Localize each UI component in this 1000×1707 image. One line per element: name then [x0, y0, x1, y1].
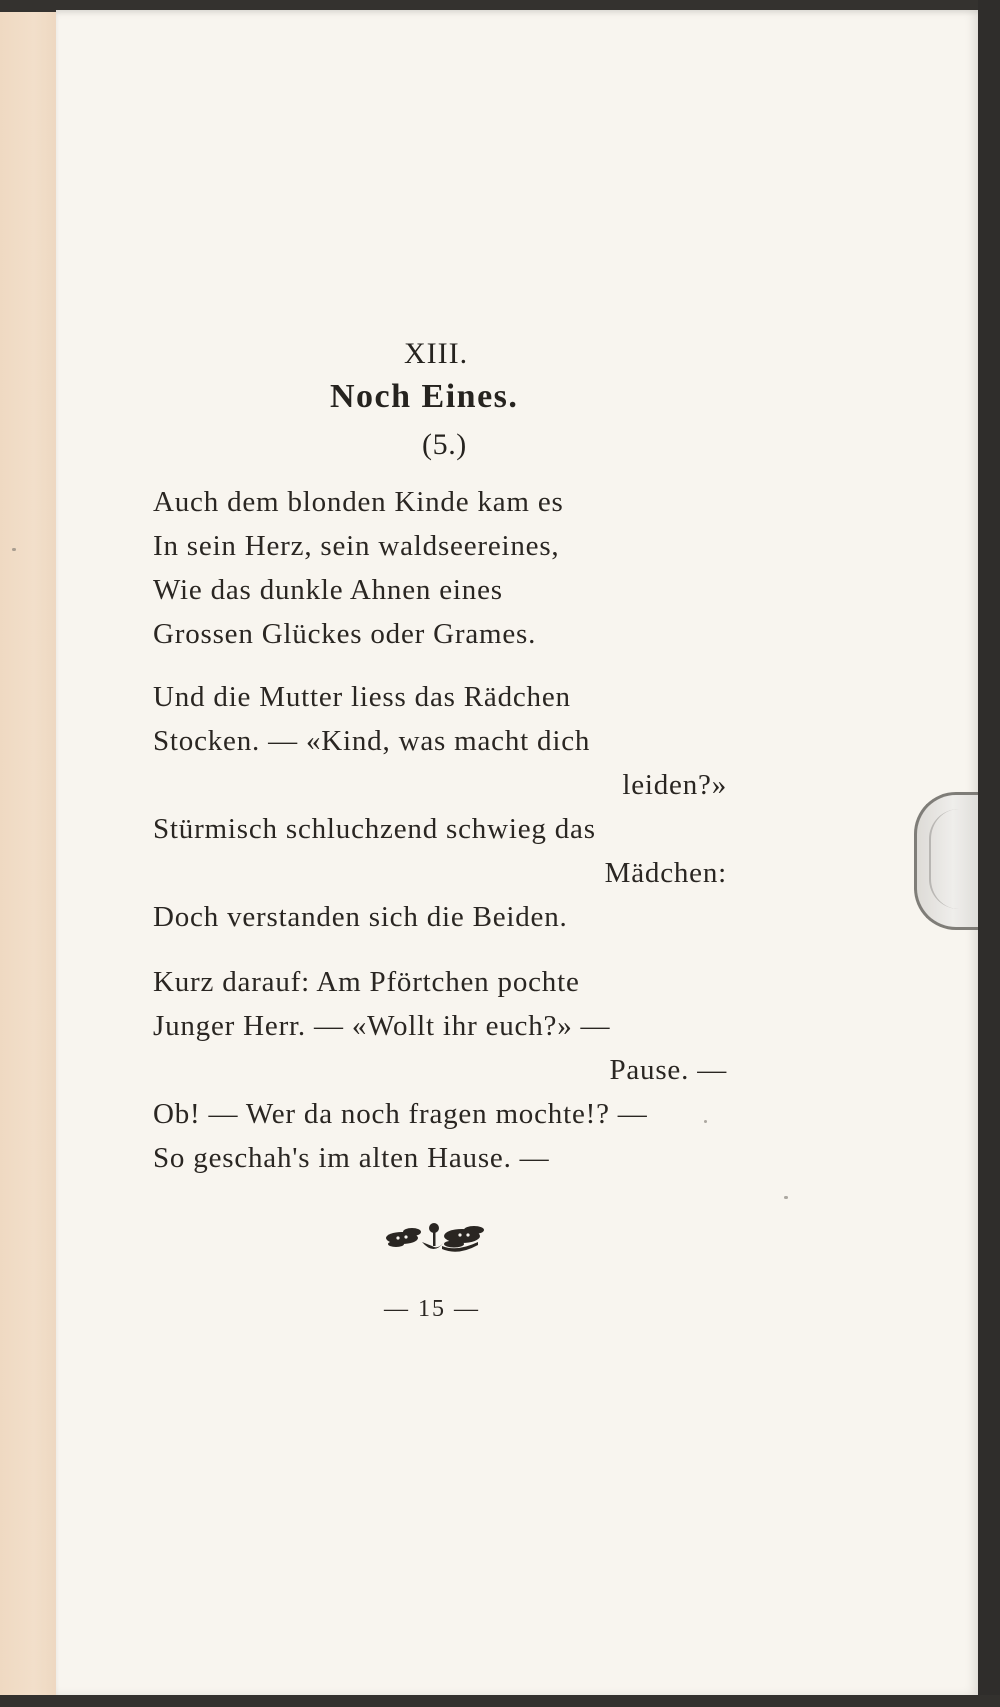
scanner-background-right [978, 0, 1000, 1707]
stanza-2 [153, 675, 733, 939]
scanner-background-bottom [0, 1695, 1000, 1707]
verse-line: Grossen Glückes oder Grames. [153, 618, 537, 650]
verse-line: Wie das dunkle Ahnen eines [153, 574, 503, 606]
paper-speck [784, 1196, 788, 1199]
verse-line: In sein Herz, sein waldseereines, [153, 530, 560, 562]
floral-vignette-icon [382, 1216, 492, 1260]
verse-line: Auch dem blonden Kinde kam es [153, 486, 564, 518]
stanza-3 [153, 960, 733, 1180]
stanza-1 [153, 480, 733, 656]
verse-line: Stocken. — «Kind, was macht dich [153, 725, 591, 757]
poem-number: XIII. [404, 337, 469, 370]
verse-line-continuation: Mädchen: [604, 857, 727, 889]
verse-line: Doch verstanden sich die Beiden. [153, 901, 568, 933]
verse-line: Stürmisch schluchzend schwieg das [153, 813, 596, 845]
verse-line: So geschah's im alten Hause. — [153, 1142, 550, 1174]
poem-title: Noch Eines. [330, 378, 519, 415]
verse-line: Kurz darauf: Am Pförtchen pochte [153, 966, 580, 998]
verse-line: Ob! — Wer da noch fragen mochte!? — [153, 1098, 648, 1130]
verse-line-continuation: Pause. — [609, 1054, 727, 1086]
page-number: — 15 — [384, 1296, 480, 1322]
facing-page-edge [0, 12, 62, 1697]
paper-speck [12, 548, 16, 551]
verse-line: Junger Herr. — «Wollt ihr euch?» — [153, 1010, 611, 1042]
verse-line-continuation: leiden?» [622, 769, 727, 801]
poem-part-number: (5.) [422, 428, 467, 461]
paper-speck [704, 1120, 707, 1123]
verse-line: Und die Mutter liess das Rädchen [153, 681, 571, 713]
